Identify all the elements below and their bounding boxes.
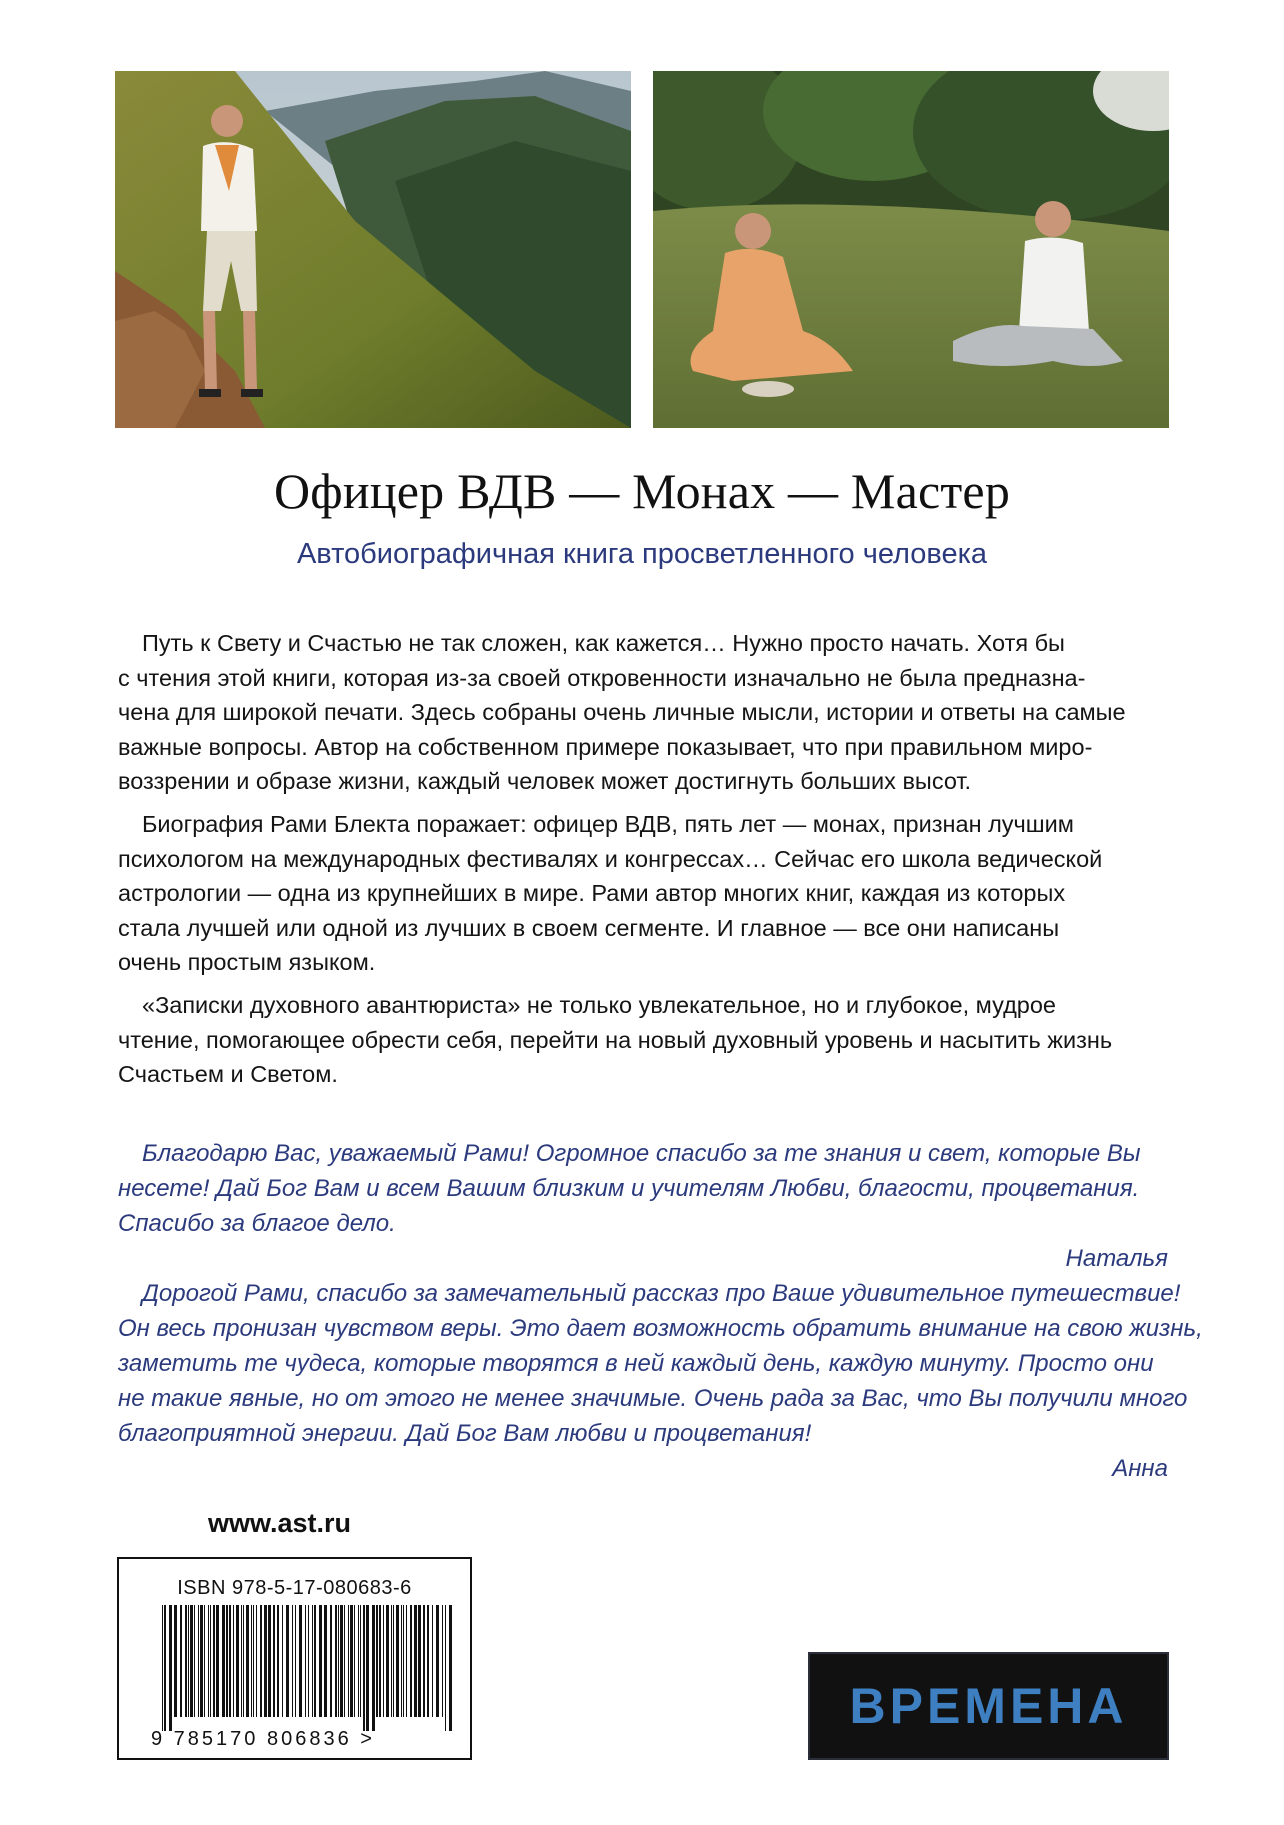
barcode-bar (277, 1605, 279, 1717)
review-line: Благодарю Вас, уважаемый Рами! Огромное спасибо за те знания и свет, которые Вы (142, 1140, 1141, 1167)
barcode-bar (213, 1605, 215, 1717)
barcode-bar (344, 1605, 345, 1717)
barcode-bar (169, 1605, 172, 1731)
review-line: заметить те чудеса, которые творятся в ней каждый день, каждую минуту. Просто они (118, 1350, 1154, 1377)
barcode-bar (305, 1605, 306, 1717)
barcode-bar (379, 1605, 381, 1717)
reader-review (118, 1276, 1203, 1486)
review-author: Анна (1112, 1455, 1168, 1482)
barcode-bar (427, 1605, 429, 1717)
barcode-bar (312, 1605, 313, 1717)
barcode-bar (241, 1605, 242, 1717)
barcode-bar (236, 1605, 239, 1717)
barcode-bar (363, 1605, 365, 1731)
review-line: Дорогой Рами, спасибо за замечательный рассказ про Ваше удивительное путешествие! (142, 1280, 1181, 1307)
barcode-bar (406, 1605, 407, 1717)
barcode-bar (190, 1605, 193, 1717)
barcode-bar (383, 1605, 384, 1717)
barcode-icon (162, 1605, 452, 1731)
barcode-bar (282, 1605, 283, 1717)
review-author: Наталья (1065, 1245, 1168, 1272)
text-line: Биография Рами Блекта поражает: офицер ВДВ, пять лет — монах, признан лучшим (142, 811, 1074, 837)
barcode-bar (319, 1605, 322, 1717)
review-line: несете! Дай Бог Вам и всем Вашим близким и учителям Любви, благости, процветания. (118, 1175, 1140, 1202)
barcode-bar (264, 1605, 267, 1717)
barcode-bar (366, 1605, 369, 1731)
barcode-bar (358, 1605, 359, 1717)
barcode-bar (246, 1605, 249, 1717)
barcode-bar (292, 1605, 293, 1717)
text-line: чтение, помогающее обрести себя, перейти на новый духовный уровень и насытить жизнь (118, 1026, 1113, 1053)
photo-two-men-on-grass (653, 71, 1169, 428)
barcode-bar (386, 1605, 389, 1717)
text-line: с чтения этой книги, которая из-за своей откровенности изначально не была предназна- (118, 664, 1086, 691)
text-line: астрологии — одна из крупнейших в мире. Рами автор многих книг, каждая из которых (118, 880, 1066, 906)
barcode-bar (200, 1605, 203, 1717)
barcode-bar (348, 1605, 349, 1717)
text-line: стала лучшей или одной из лучших в своем сегменте. И главное — все они написаны (118, 914, 1060, 941)
barcode-bar (354, 1605, 355, 1717)
review-line: благоприятной энергии. Дай Бог Вам любви и процветания! (118, 1420, 812, 1447)
barcode-bar (256, 1605, 257, 1717)
barcode-bar (340, 1605, 343, 1717)
barcode-bar (432, 1605, 433, 1717)
barcode-bar (308, 1605, 309, 1717)
barcode-bar (314, 1605, 316, 1717)
barcode-bar (335, 1605, 337, 1717)
barcode-bar (229, 1605, 231, 1717)
barcode-bar (436, 1605, 439, 1717)
description-paragraph (118, 626, 1168, 799)
reader-review (118, 1136, 1168, 1276)
barcode-bar (350, 1605, 353, 1717)
barcode-bar (418, 1605, 421, 1717)
book-subtitle: Автобиографичная книга просветленного человека (296, 538, 988, 570)
barcode-bar (396, 1605, 399, 1717)
barcode-bar (204, 1605, 205, 1717)
barcode-bar (208, 1605, 209, 1717)
review-line: не такие явные, но от этого не менее значимые. Очень рада за Вас, что Вы получили много (118, 1385, 1188, 1412)
text-line: «Записки духовного авантюриста» не только увлекательное, но и глубокое, мудрое (142, 992, 1056, 1018)
barcode-bar (324, 1605, 327, 1717)
barcode-bar (226, 1605, 228, 1717)
barcode-bar (260, 1605, 262, 1717)
photo-mountain-hiker (115, 71, 631, 428)
book-title: Офицер ВДВ — Монах — Мастер (273, 463, 1011, 519)
barcode-bar (299, 1605, 302, 1717)
barcode-bar (198, 1605, 199, 1717)
isbn-number: ISBN 978-5-17-080683-6 (177, 1577, 412, 1599)
barcode-bar (391, 1605, 392, 1717)
barcode-bar (233, 1605, 234, 1717)
text-line: важные вопросы. Автор на собственном примере показывает, что при правильном миро- (118, 733, 1093, 760)
isbn-barcode-box (117, 1557, 472, 1760)
barcode-bar (251, 1605, 252, 1717)
barcode-bar (330, 1605, 332, 1717)
barcode-bar (393, 1605, 394, 1717)
text-line: Счастьем и Светом. (118, 1061, 338, 1087)
barcode-bar (180, 1605, 182, 1717)
barcode-bar (185, 1605, 187, 1717)
barcode-bar (243, 1605, 244, 1717)
two-men-on-grass-photo-icon (653, 71, 1169, 428)
barcode-bar (423, 1605, 425, 1717)
barcode-bar (216, 1605, 219, 1717)
barcode-bar (360, 1605, 361, 1717)
barcode-bar (449, 1605, 452, 1731)
publisher-logo (808, 1652, 1169, 1760)
text-line: психологом на международных фестивалях и конгрессах… Сейчас его школа ведической (118, 845, 1103, 872)
barcode-bar (376, 1605, 378, 1717)
barcode-bar (268, 1605, 271, 1717)
barcode-digits: 9 785170 806836 > (151, 1728, 375, 1750)
barcode-bar (372, 1605, 375, 1731)
summary-paragraph (118, 988, 1168, 1092)
text-line: воззрении и образе жизни, каждый человек может достигнуть больших высот. (118, 768, 972, 794)
text-line: Путь к Свету и Счастью не так сложен, как кажется… Нужно просто начать. Хотя бы (142, 630, 1065, 656)
barcode-bar (442, 1605, 443, 1717)
barcode-bar (445, 1605, 446, 1731)
review-line: Спасибо за благое дело. (118, 1210, 396, 1237)
barcode-bar (164, 1605, 166, 1731)
mountain-hiker-photo-icon (115, 71, 631, 428)
text-line: чена для широкой печати. Здесь собраны очень личные мысли, истории и ответы на самые (118, 699, 1126, 725)
barcode-bar (210, 1605, 211, 1717)
review-line: Он весь пронизан чувством веры. Это дает возможность обратить внимание на свою жизнь, (118, 1315, 1203, 1342)
barcode-bar (174, 1605, 177, 1717)
publisher-name: ВРЕМЕНА (849, 1678, 1128, 1734)
barcode-bar (338, 1605, 339, 1717)
barcode-bar (222, 1605, 225, 1717)
barcode-bar (273, 1605, 275, 1717)
barcode-bar (403, 1605, 404, 1717)
publisher-website: www.ast.ru (208, 1508, 352, 1538)
barcode-bar (194, 1605, 195, 1717)
barcode-bar (253, 1605, 254, 1717)
barcode-bar (410, 1605, 412, 1717)
barcode-bar (295, 1605, 296, 1717)
barcode-bar (286, 1605, 289, 1717)
barcode-bar (401, 1605, 402, 1717)
barcode-bar (414, 1605, 417, 1717)
biography-paragraph (118, 807, 1168, 980)
barcode-bar (162, 1605, 163, 1731)
text-line: очень простым языком. (118, 949, 376, 975)
barcode-bar (188, 1605, 189, 1717)
